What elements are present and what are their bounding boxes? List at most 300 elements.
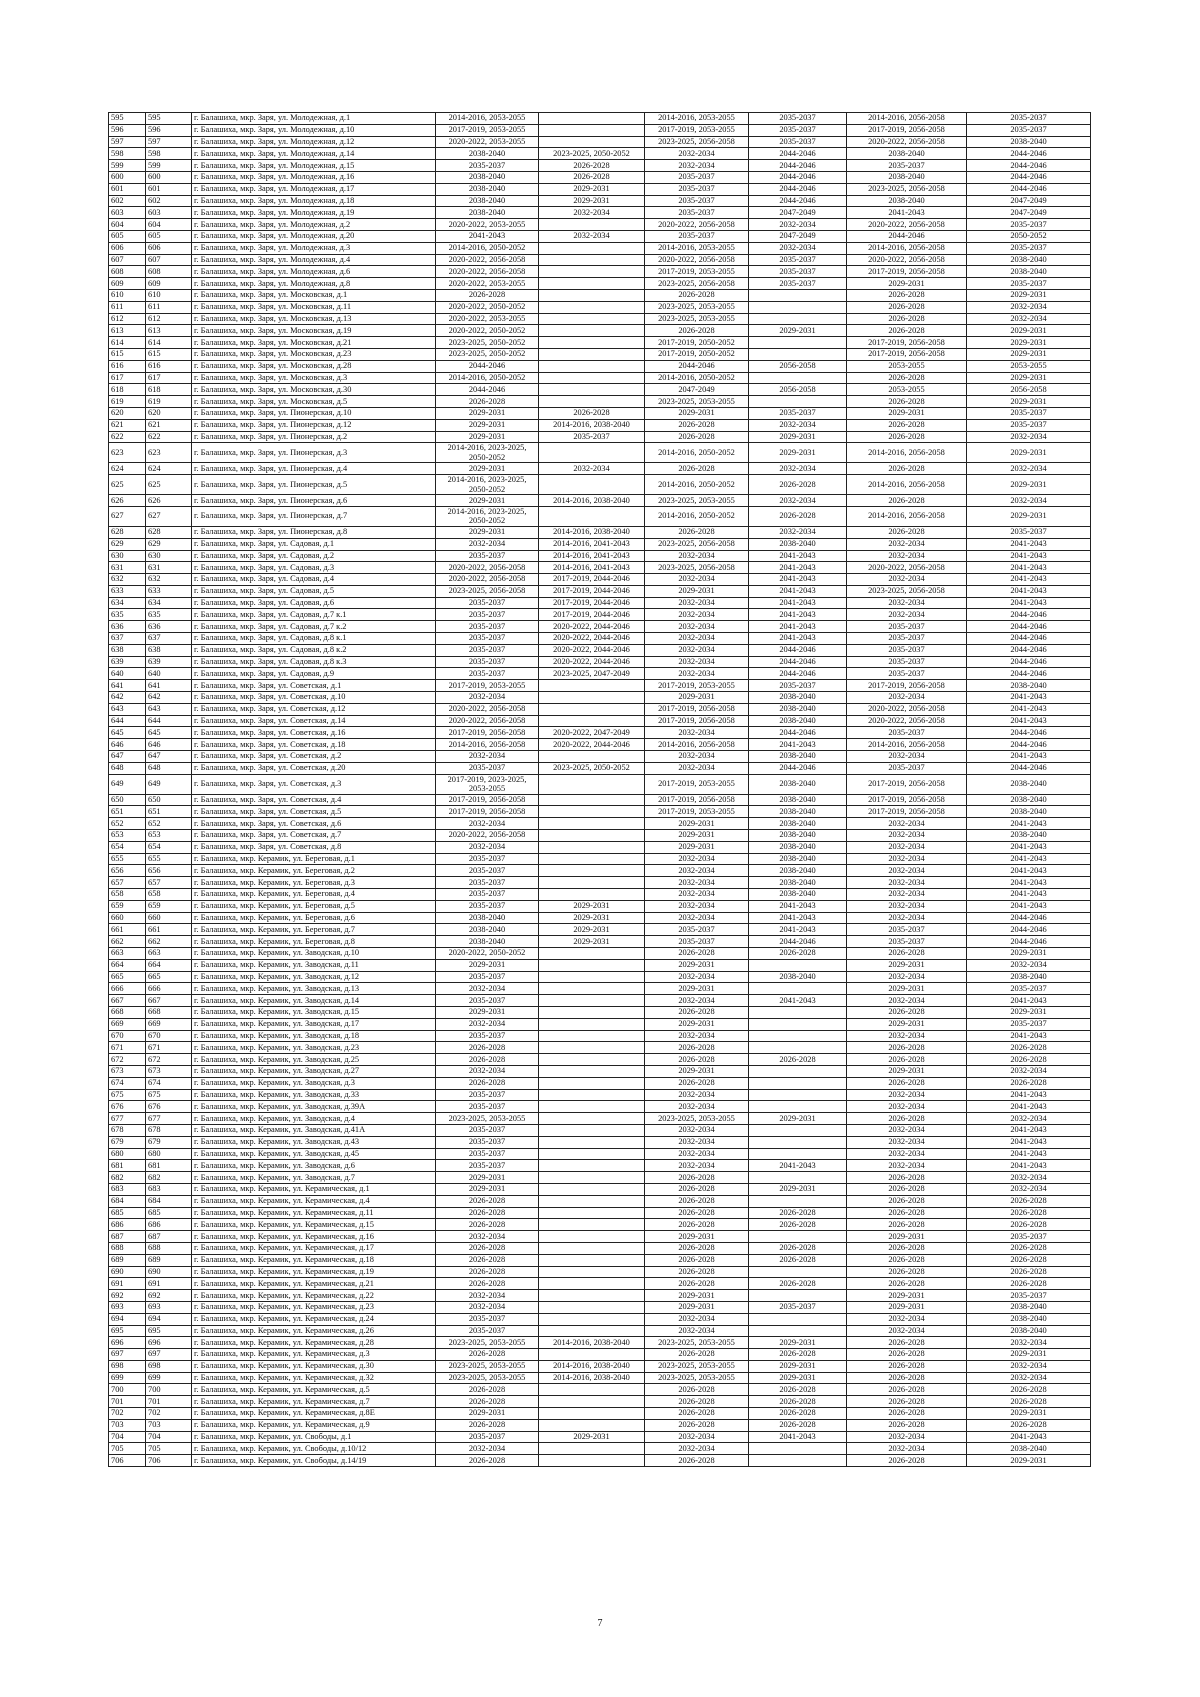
period-cell — [539, 1408, 645, 1420]
object-number: 616 — [146, 360, 192, 372]
row-number: 666 — [109, 983, 146, 995]
period-cell: 2014-2016, 2023-2025, 2050-2052 — [436, 506, 539, 526]
row-number: 622 — [109, 431, 146, 443]
period-cell: 2044-2046 — [967, 633, 1091, 645]
table-row — [109, 562, 1091, 574]
period-cell: 2020-2022, 2056-2058 — [436, 574, 539, 586]
object-number: 656 — [146, 865, 192, 877]
row-number: 610 — [109, 289, 146, 301]
row-number: 682 — [109, 1172, 146, 1184]
table-row — [109, 1195, 1091, 1207]
period-cell: 2026-2028 — [847, 1195, 967, 1207]
row-number: 688 — [109, 1242, 146, 1254]
period-cell: 2014-2016, 2053-2055 — [645, 113, 749, 125]
object-number: 626 — [146, 495, 192, 507]
period-cell — [539, 1113, 645, 1125]
period-cell: 2026-2028 — [539, 160, 645, 172]
period-cell: 2032-2034 — [847, 574, 967, 586]
table-row — [109, 959, 1091, 971]
period-cell: 2032-2034 — [645, 1124, 749, 1136]
period-cell: 2032-2034 — [967, 431, 1091, 443]
address-cell: г. Балашиха, мкр. Заря, ул. Советская, д.20 — [192, 762, 436, 774]
table-row — [109, 1266, 1091, 1278]
period-cell — [539, 242, 645, 254]
period-cell — [539, 289, 645, 301]
period-cell: 2032-2034 — [749, 495, 847, 507]
object-number: 660 — [146, 912, 192, 924]
period-cell: 2020-2022, 2056-2058 — [847, 219, 967, 231]
period-cell — [539, 865, 645, 877]
period-cell: 2026-2028 — [967, 1278, 1091, 1290]
address-cell: г. Балашиха, мкр. Керамик, ул. Керамическая, д.16 — [192, 1231, 436, 1243]
object-number: 672 — [146, 1054, 192, 1066]
period-cell: 2038-2040 — [967, 1325, 1091, 1337]
period-cell: 2035-2037 — [847, 160, 967, 172]
period-cell: 2014-2016, 2056-2058 — [847, 242, 967, 254]
period-cell: 2041-2043 — [967, 853, 1091, 865]
period-cell: 2041-2043 — [967, 751, 1091, 763]
table-row — [109, 924, 1091, 936]
period-cell: 2041-2043 — [749, 633, 847, 645]
period-cell — [539, 1148, 645, 1160]
period-cell: 2029-2031 — [749, 1372, 847, 1384]
period-cell: 2017-2019, 2056-2058 — [847, 774, 967, 794]
address-cell: г. Балашиха, мкр. Заря, ул. Советская, д.10 — [192, 692, 436, 704]
period-cell: 2026-2028 — [436, 1266, 539, 1278]
table-row — [109, 289, 1091, 301]
period-cell: 2029-2031 — [645, 830, 749, 842]
object-number: 634 — [146, 597, 192, 609]
address-cell: г. Балашиха, мкр. Заря, ул. Пионерская, д.8 — [192, 526, 436, 538]
table-row — [109, 841, 1091, 853]
address-cell: г. Балашиха, мкр. Керамик, ул. Заводская, д.7 — [192, 1172, 436, 1184]
period-cell: 2029-2031 — [645, 407, 749, 419]
period-cell: 2032-2034 — [847, 912, 967, 924]
period-cell: 2032-2034 — [645, 1030, 749, 1042]
period-cell: 2026-2028 — [645, 431, 749, 443]
row-number: 684 — [109, 1195, 146, 1207]
address-cell: г. Балашиха, мкр. Керамик, ул. Заводская, д.23 — [192, 1042, 436, 1054]
period-cell: 2029-2031 — [749, 431, 847, 443]
period-cell: 2035-2037 — [967, 983, 1091, 995]
period-cell — [539, 136, 645, 148]
table-row — [109, 195, 1091, 207]
period-cell: 2026-2028 — [436, 1207, 539, 1219]
period-cell — [749, 959, 847, 971]
period-cell: 2023-2025, 2053-2055 — [645, 1337, 749, 1349]
period-cell: 2020-2022, 2056-2058 — [645, 254, 749, 266]
period-cell: 2035-2037 — [645, 936, 749, 948]
table-row — [109, 621, 1091, 633]
row-number: 597 — [109, 136, 146, 148]
row-number: 701 — [109, 1396, 146, 1408]
object-number: 625 — [146, 475, 192, 495]
period-cell: 2035-2037 — [847, 936, 967, 948]
row-number: 656 — [109, 865, 146, 877]
page-number: 7 — [597, 1618, 603, 1629]
table-row — [109, 948, 1091, 960]
period-cell: 2026-2028 — [749, 1278, 847, 1290]
period-cell: 2035-2037 — [847, 762, 967, 774]
period-cell: 2026-2028 — [645, 1183, 749, 1195]
period-cell — [539, 877, 645, 889]
period-cell: 2041-2043 — [967, 1431, 1091, 1443]
address-cell: г. Балашиха, мкр. Заря, ул. Пионерская, д.4 — [192, 463, 436, 475]
period-cell: 2026-2028 — [749, 1207, 847, 1219]
period-cell: 2020-2022, 2056-2058 — [645, 219, 749, 231]
period-cell: 2029-2031 — [847, 1065, 967, 1077]
period-cell: 2056-2058 — [749, 384, 847, 396]
period-cell: 2041-2043 — [967, 1089, 1091, 1101]
row-number: 693 — [109, 1301, 146, 1313]
period-cell: 2017-2019, 2053-2055 — [645, 266, 749, 278]
object-number: 608 — [146, 266, 192, 278]
period-cell: 2035-2037 — [749, 254, 847, 266]
period-cell — [749, 1290, 847, 1302]
period-cell — [539, 1101, 645, 1113]
period-cell — [539, 948, 645, 960]
period-cell — [749, 983, 847, 995]
period-cell: 2029-2031 — [645, 1301, 749, 1313]
period-cell — [539, 751, 645, 763]
period-cell: 2041-2043 — [967, 1160, 1091, 1172]
period-cell: 2026-2028 — [847, 1172, 967, 1184]
table-row — [109, 806, 1091, 818]
period-cell: 2029-2031 — [967, 372, 1091, 384]
period-cell: 2026-2028 — [645, 1349, 749, 1361]
row-number: 695 — [109, 1325, 146, 1337]
period-cell: 2020-2022, 2056-2058 — [436, 830, 539, 842]
period-cell — [539, 1160, 645, 1172]
period-cell: 2029-2031 — [645, 585, 749, 597]
row-number: 627 — [109, 506, 146, 526]
period-cell: 2035-2037 — [847, 633, 967, 645]
period-cell: 2041-2043 — [967, 692, 1091, 704]
period-cell: 2026-2028 — [847, 1266, 967, 1278]
object-number: 689 — [146, 1254, 192, 1266]
period-cell: 2026-2028 — [847, 1278, 967, 1290]
period-cell: 2032-2034 — [967, 1372, 1091, 1384]
period-cell: 2014-2016, 2041-2043 — [539, 538, 645, 550]
period-cell: 2044-2046 — [967, 924, 1091, 936]
period-cell: 2020-2022, 2050-2052 — [436, 325, 539, 337]
period-cell — [749, 396, 847, 408]
period-cell: 2044-2046 — [967, 739, 1091, 751]
period-cell: 2017-2019, 2053-2055 — [645, 124, 749, 136]
period-cell: 2023-2025, 2056-2058 — [645, 562, 749, 574]
row-number: 636 — [109, 621, 146, 633]
address-cell: г. Балашиха, мкр. Заря, ул. Советская, д.6 — [192, 818, 436, 830]
period-cell: 2032-2034 — [847, 865, 967, 877]
row-number: 605 — [109, 230, 146, 242]
period-cell: 2014-2016, 2053-2055 — [645, 242, 749, 254]
period-cell: 2041-2043 — [749, 550, 847, 562]
table-row — [109, 207, 1091, 219]
address-cell: г. Балашиха, мкр. Керамик, ул. Заводская, д.3 — [192, 1077, 436, 1089]
address-cell: г. Балашиха, мкр. Заря, ул. Садовая, д.7 к.1 — [192, 609, 436, 621]
period-cell: 2038-2040 — [749, 751, 847, 763]
period-cell: 2014-2016, 2038-2040 — [539, 495, 645, 507]
row-number: 646 — [109, 739, 146, 751]
period-cell: 2026-2028 — [645, 1219, 749, 1231]
period-cell: 2026-2028 — [847, 313, 967, 325]
period-cell: 2023-2025, 2050-2052 — [539, 148, 645, 160]
period-cell: 2032-2034 — [847, 830, 967, 842]
period-cell — [539, 1384, 645, 1396]
period-cell: 2026-2028 — [436, 1419, 539, 1431]
period-cell: 2029-2031 — [539, 900, 645, 912]
period-cell: 2044-2046 — [749, 656, 847, 668]
row-number: 650 — [109, 794, 146, 806]
period-cell: 2032-2034 — [967, 313, 1091, 325]
address-cell: г. Балашиха, мкр. Керамик, ул. Керамическая, д.4 — [192, 1195, 436, 1207]
period-cell: 2023-2025, 2056-2058 — [847, 183, 967, 195]
row-number: 616 — [109, 360, 146, 372]
period-cell — [539, 1301, 645, 1313]
row-number: 673 — [109, 1065, 146, 1077]
address-cell: г. Балашиха, мкр. Заря, ул. Садовая, д.8 к.1 — [192, 633, 436, 645]
period-cell: 2032-2034 — [539, 207, 645, 219]
period-cell: 2035-2037 — [645, 195, 749, 207]
period-cell: 2041-2043 — [847, 207, 967, 219]
table-row — [109, 1065, 1091, 1077]
period-cell: 2032-2034 — [749, 526, 847, 538]
period-cell: 2026-2028 — [847, 1042, 967, 1054]
object-number: 614 — [146, 337, 192, 349]
address-cell: г. Балашиха, мкр. Керамик, ул. Керамическая, д.5 — [192, 1384, 436, 1396]
period-cell: 2044-2046 — [967, 609, 1091, 621]
period-cell — [539, 774, 645, 794]
period-cell: 2035-2037 — [436, 762, 539, 774]
row-number: 631 — [109, 562, 146, 574]
period-cell: 2032-2034 — [847, 818, 967, 830]
table-row — [109, 1254, 1091, 1266]
object-number: 621 — [146, 419, 192, 431]
period-cell: 2026-2028 — [645, 1384, 749, 1396]
table-row — [109, 1172, 1091, 1184]
table-row — [109, 419, 1091, 431]
period-cell: 2044-2046 — [749, 727, 847, 739]
table-row — [109, 1101, 1091, 1113]
address-cell: г. Балашиха, мкр. Заря, ул. Пионерская, д.3 — [192, 443, 436, 463]
period-cell: 2029-2031 — [847, 983, 967, 995]
period-cell: 2017-2019, 2044-2046 — [539, 585, 645, 597]
object-number: 678 — [146, 1124, 192, 1136]
address-cell: г. Балашиха, мкр. Керамик, ул. Керамическая, д.30 — [192, 1360, 436, 1372]
row-number: 617 — [109, 372, 146, 384]
address-cell: г. Балашиха, мкр. Керамик, ул. Заводская, д.13 — [192, 983, 436, 995]
period-cell: 2035-2037 — [749, 680, 847, 692]
period-cell: 2035-2037 — [436, 644, 539, 656]
address-cell: г. Балашиха, мкр. Заря, ул. Советская, д.18 — [192, 739, 436, 751]
period-cell: 2029-2031 — [967, 506, 1091, 526]
period-cell: 2026-2028 — [847, 1242, 967, 1254]
period-cell — [539, 889, 645, 901]
address-cell: г. Балашиха, мкр. Керамик, ул. Береговая, д.2 — [192, 865, 436, 877]
period-cell: 2023-2025, 2053-2055 — [436, 1113, 539, 1125]
address-cell: г. Балашиха, мкр. Заря, ул. Садовая, д.4 — [192, 574, 436, 586]
period-cell: 2020-2022, 2050-2052 — [436, 948, 539, 960]
period-cell: 2038-2040 — [749, 830, 847, 842]
period-cell: 2026-2028 — [967, 1219, 1091, 1231]
row-number: 606 — [109, 242, 146, 254]
period-cell: 2035-2037 — [436, 1089, 539, 1101]
period-cell: 2026-2028 — [645, 1172, 749, 1184]
table-row — [109, 1018, 1091, 1030]
period-cell: 2035-2037 — [749, 124, 847, 136]
row-number: 655 — [109, 853, 146, 865]
address-cell: г. Балашиха, мкр. Керамик, ул. Керамическая, д.17 — [192, 1242, 436, 1254]
period-cell: 2029-2031 — [645, 1231, 749, 1243]
address-cell: г. Балашиха, мкр. Заря, ул. Молодежная, д.18 — [192, 195, 436, 207]
period-cell: 2041-2043 — [967, 1124, 1091, 1136]
object-number: 665 — [146, 971, 192, 983]
object-number: 635 — [146, 609, 192, 621]
object-number: 622 — [146, 431, 192, 443]
period-cell — [539, 475, 645, 495]
period-cell: 2032-2034 — [847, 853, 967, 865]
address-cell: г. Балашиха, мкр. Заря, ул. Московская, д.1 — [192, 289, 436, 301]
table-row — [109, 715, 1091, 727]
period-cell — [539, 1443, 645, 1455]
period-cell — [539, 1349, 645, 1361]
row-number: 618 — [109, 384, 146, 396]
object-number: 600 — [146, 171, 192, 183]
row-number: 620 — [109, 407, 146, 419]
period-cell: 2038-2040 — [967, 254, 1091, 266]
row-number: 706 — [109, 1455, 146, 1467]
address-cell: г. Балашиха, мкр. Керамик, ул. Заводская, д.15 — [192, 1006, 436, 1018]
object-number: 598 — [146, 148, 192, 160]
period-cell: 2026-2028 — [847, 948, 967, 960]
object-number: 604 — [146, 219, 192, 231]
period-cell: 2029-2031 — [847, 278, 967, 290]
row-number: 602 — [109, 195, 146, 207]
period-cell: 2023-2025, 2056-2058 — [847, 585, 967, 597]
row-number: 642 — [109, 692, 146, 704]
period-cell: 2035-2037 — [847, 656, 967, 668]
period-cell: 2017-2019, 2023-2025, 2053-2055 — [436, 774, 539, 794]
period-cell: 2026-2028 — [749, 1419, 847, 1431]
table-row — [109, 266, 1091, 278]
period-cell: 2041-2043 — [967, 1148, 1091, 1160]
period-cell: 2029-2031 — [967, 325, 1091, 337]
period-cell: 2029-2031 — [749, 1337, 847, 1349]
period-cell: 2035-2037 — [645, 230, 749, 242]
period-cell: 2032-2034 — [645, 656, 749, 668]
period-cell: 2041-2043 — [749, 900, 847, 912]
row-number: 665 — [109, 971, 146, 983]
address-cell: г. Балашиха, мкр. Заря, ул. Советская, д.14 — [192, 715, 436, 727]
table-row — [109, 160, 1091, 172]
period-cell: 2023-2025, 2056-2058 — [645, 538, 749, 550]
period-cell — [539, 1290, 645, 1302]
period-cell: 2029-2031 — [749, 1113, 847, 1125]
period-cell: 2026-2028 — [847, 1360, 967, 1372]
address-cell: г. Балашиха, мкр. Керамик, ул. Заводская, д.33 — [192, 1089, 436, 1101]
period-cell: 2026-2028 — [645, 1077, 749, 1089]
period-cell: 2032-2034 — [645, 865, 749, 877]
period-cell: 2032-2034 — [645, 633, 749, 645]
period-cell: 2017-2019, 2056-2058 — [645, 715, 749, 727]
object-number: 664 — [146, 959, 192, 971]
period-cell: 2041-2043 — [967, 900, 1091, 912]
object-number: 640 — [146, 668, 192, 680]
address-cell: г. Балашиха, мкр. Керамик, ул. Заводская, д.17 — [192, 1018, 436, 1030]
period-cell: 2026-2028 — [847, 1254, 967, 1266]
row-number: 667 — [109, 995, 146, 1007]
object-number: 685 — [146, 1207, 192, 1219]
table-row — [109, 762, 1091, 774]
period-cell — [539, 853, 645, 865]
period-cell: 2041-2043 — [967, 877, 1091, 889]
object-number: 612 — [146, 313, 192, 325]
object-number: 702 — [146, 1408, 192, 1420]
period-cell: 2038-2040 — [967, 1301, 1091, 1313]
period-cell: 2014-2016, 2056-2058 — [847, 113, 967, 125]
address-cell: г. Балашиха, мкр. Керамик, ул. Береговая, д.8 — [192, 936, 436, 948]
period-cell: 2014-2016, 2041-2043 — [539, 550, 645, 562]
row-number: 704 — [109, 1431, 146, 1443]
address-cell: г. Балашиха, мкр. Заря, ул. Садовая, д.7 к.2 — [192, 621, 436, 633]
object-number: 658 — [146, 889, 192, 901]
period-cell: 2044-2046 — [749, 160, 847, 172]
row-number: 686 — [109, 1219, 146, 1231]
period-cell: 2026-2028 — [645, 526, 749, 538]
period-cell: 2032-2034 — [847, 889, 967, 901]
period-cell: 2032-2034 — [645, 877, 749, 889]
table-row — [109, 463, 1091, 475]
period-cell: 2017-2019, 2053-2055 — [436, 124, 539, 136]
period-cell: 2035-2037 — [645, 924, 749, 936]
period-cell: 2026-2028 — [967, 1254, 1091, 1266]
period-cell — [539, 337, 645, 349]
row-number: 683 — [109, 1183, 146, 1195]
period-cell: 2038-2040 — [436, 912, 539, 924]
period-cell: 2014-2016, 2053-2055 — [436, 113, 539, 125]
period-cell: 2035-2037 — [645, 171, 749, 183]
period-cell: 2014-2016, 2050-2052 — [645, 443, 749, 463]
period-cell: 2029-2031 — [645, 983, 749, 995]
period-cell: 2038-2040 — [967, 136, 1091, 148]
period-cell: 2032-2034 — [645, 597, 749, 609]
object-number: 615 — [146, 348, 192, 360]
period-cell: 2029-2031 — [847, 407, 967, 419]
period-cell: 2026-2028 — [847, 1113, 967, 1125]
table-row — [109, 407, 1091, 419]
period-cell: 2041-2043 — [967, 703, 1091, 715]
period-cell: 2029-2031 — [967, 396, 1091, 408]
period-cell: 2035-2037 — [847, 924, 967, 936]
object-number: 691 — [146, 1278, 192, 1290]
period-cell: 2014-2016, 2050-2052 — [645, 506, 749, 526]
object-number: 657 — [146, 877, 192, 889]
period-cell: 2032-2034 — [847, 692, 967, 704]
period-cell: 2026-2028 — [847, 1183, 967, 1195]
period-cell — [539, 692, 645, 704]
object-number: 623 — [146, 443, 192, 463]
object-number: 613 — [146, 325, 192, 337]
period-cell — [539, 1207, 645, 1219]
period-cell: 2038-2040 — [749, 853, 847, 865]
address-cell: г. Балашиха, мкр. Заря, ул. Молодежная, д.14 — [192, 148, 436, 160]
period-cell: 2032-2034 — [967, 1172, 1091, 1184]
period-cell: 2017-2019, 2056-2058 — [847, 124, 967, 136]
period-cell: 2029-2031 — [967, 337, 1091, 349]
address-cell: г. Балашиха, мкр. Керамик, ул. Заводская, д.39А — [192, 1101, 436, 1113]
period-cell: 2026-2028 — [847, 419, 967, 431]
table-row — [109, 912, 1091, 924]
